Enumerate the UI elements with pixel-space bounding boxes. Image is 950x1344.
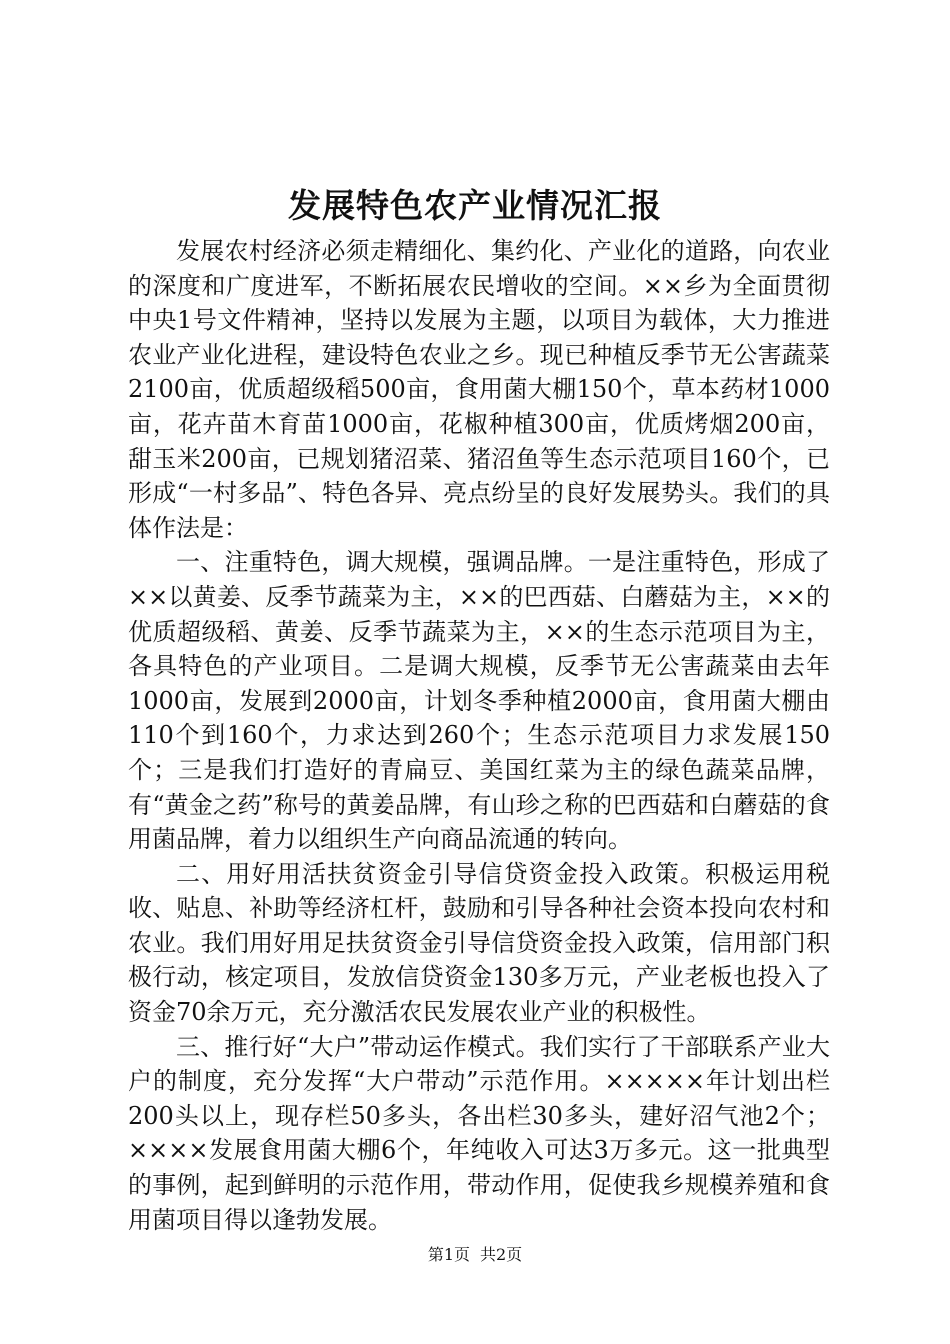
document-body [128, 234, 830, 1237]
paragraph-intro: 发展农村经济必须走精细化、集约化、产业化的道路，向农业的深度和广度进军，不断拓展农民增收的空间。××乡为全面贯彻中央1号文件精神，坚持以发展为主题，以项目为载体，大力推进农业产业化进程，建设特色农业之乡。现已种植反季节无公害蔬菜2100亩，优质超级稻500亩，食用菌大棚150个，草本药材1000亩，花卉苗木育苗1000亩，花椒种植300亩，优质烤烟200亩，甜玉米200亩，已规划猪沼菜、猪沼鱼等生态示范项目160个，已形成“一村多品”、特色各异、亮点纷呈的良好发展势头。我们的具体作法是： [128, 237, 830, 542]
paragraph-section-3: 三、推行好“大户”带动运作模式。我们实行了干部联系产业大户的制度，充分发挥“大户带动”示范作用。×××××年计划出栏200头以上，现存栏50多头，各出栏30多头，建好沼气池2个；××××发展食用菌大棚6个，年纯收入可达3万多元。这一批典型的事例，起到鲜明的示范作用，带动作用，促使我乡规模养殖和食用菌项目得以逢勃发展。 [128, 1032, 830, 1234]
page-number: 第1页 [427, 1245, 470, 1264]
paragraph-section-1: 一、注重特色，调大规模，强调品牌。一是注重特色，形成了××以黄姜、反季节蔬菜为主，××的巴西菇、白蘑菇为主，××的优质超级稻、黄姜、反季节蔬菜为主，××的生态示范项目为主，各具特色的产业项目。二是调大规模，反季节无公害蔬菜由去年1000亩，发展到2000亩，计划冬季种植2000亩，食用菌大棚由110个到160个，力求达到260个；生态示范项目力求发展150个；三是我们打造好的青扁豆、美国红菜为主的绿色蔬菜品牌，有“黄金之药”称号的黄姜品牌，有山珍之称的巴西菇和白蘑菇的食用菌品牌，着力以组织生产向商品流通的转向。 [128, 548, 830, 854]
page-total: 共2页 [480, 1245, 523, 1264]
page-footer [0, 1244, 950, 1266]
document-title: 发展特色农产业情况汇报 [288, 186, 662, 225]
paragraph-section-2: 二、用好用活扶贫资金引导信贷资金投入政策。积极运用税收、贴息、补助等经济杠杆，鼓励和引导各种社会资本投向农村和农业。我们用好用足扶贫资金引导信贷资金投入政策，信用部门积极行动，核定项目，发放信贷资金130多万元，产业老板也投入了资金70余万元，充分激活农民发展农业产业的积极性。 [128, 859, 830, 1027]
